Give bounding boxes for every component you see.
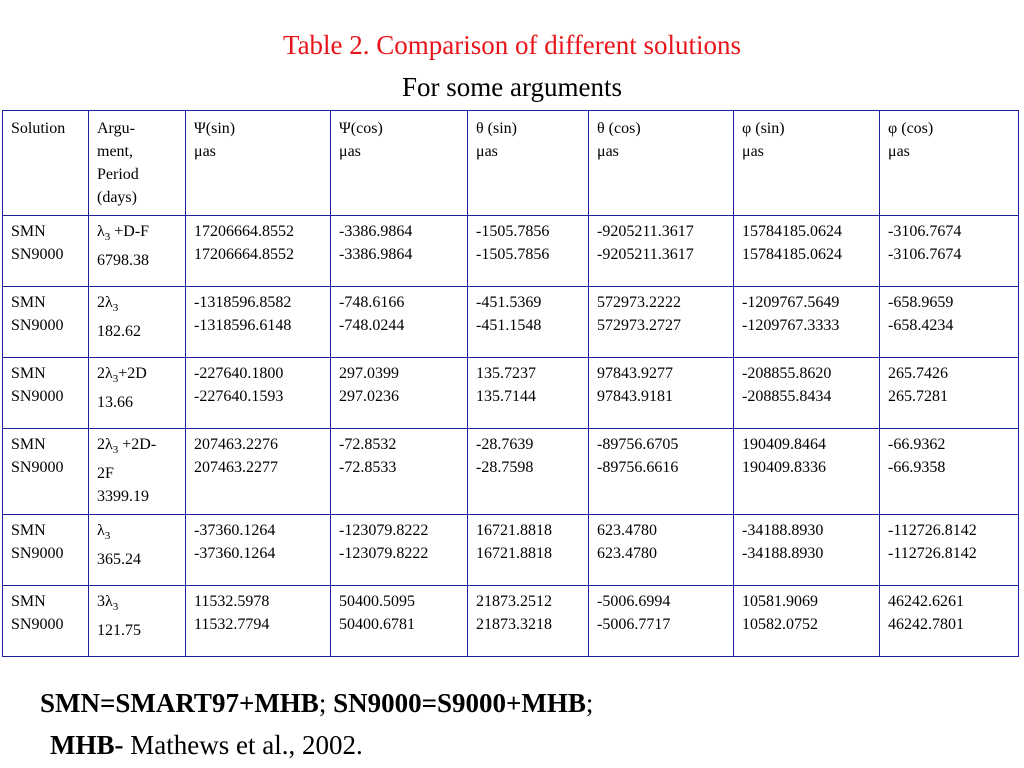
cell-value: 6798.38 xyxy=(97,252,149,270)
header-text: θ (cos) xyxy=(597,120,641,137)
header-text: μas xyxy=(888,143,910,160)
cell-value: -3386.9864 xyxy=(339,223,413,240)
footnote-separator: ; xyxy=(318,688,334,718)
table-subtitle: For some arguments xyxy=(402,72,622,102)
table-row xyxy=(3,429,1019,515)
cell-value: -1505.7856 xyxy=(476,246,550,263)
cell-value: 207463.2277 xyxy=(194,459,278,476)
cell-value: 135.7237 xyxy=(476,365,536,382)
psi-sin-cell xyxy=(186,515,331,586)
footnote-definitions xyxy=(40,686,593,720)
header-theta-cos xyxy=(589,111,734,216)
cell-value: -748.0244 xyxy=(339,317,405,334)
cell-value: 16721.8818 xyxy=(476,522,552,540)
cell-value: SMN xyxy=(11,436,46,453)
theta-sin-cell xyxy=(468,358,589,429)
cell-value: -72.8533 xyxy=(339,459,397,476)
theta-cos-cell xyxy=(589,216,734,287)
cell-value: SMN xyxy=(11,593,46,611)
header-text: μas xyxy=(476,143,498,160)
cell-value: 11532.7794 xyxy=(194,616,270,634)
cell-value: SN9000 xyxy=(11,246,64,263)
footnote-smn: SMN=SMART97+MHB xyxy=(40,688,319,718)
cell-value: 182.62 xyxy=(97,323,141,341)
cell-value: 2F xyxy=(97,465,114,483)
psi-cos-cell xyxy=(331,586,468,657)
cell-value: SN9000 xyxy=(11,317,64,334)
argument-cell xyxy=(89,429,186,515)
psi-cos-cell xyxy=(331,358,468,429)
cell-value: -3106.7674 xyxy=(888,246,962,263)
cell-value: 265.7426 xyxy=(888,365,948,382)
theta-cos-cell xyxy=(589,358,734,429)
psi-sin-cell xyxy=(186,358,331,429)
cell-value: SMN xyxy=(11,522,46,540)
cell-value: 572973.2727 xyxy=(597,317,681,334)
cell-value: 10582.0752 xyxy=(742,616,818,634)
phi-cos-cell xyxy=(880,515,1019,586)
cell-value: -5006.7717 xyxy=(597,616,671,634)
cell-value: -112726.8142 xyxy=(888,545,977,563)
table-row xyxy=(3,515,1019,586)
header-text: Argu- xyxy=(97,120,135,137)
solution-cell xyxy=(3,515,89,586)
psi-cos-cell xyxy=(331,429,468,515)
cell-value: SN9000 xyxy=(11,616,64,634)
theta-sin-cell xyxy=(468,429,589,515)
solution-cell xyxy=(3,429,89,515)
header-phi-cos xyxy=(880,111,1019,216)
phi-sin-cell xyxy=(734,515,880,586)
cell-value: -227640.1800 xyxy=(194,365,284,382)
cell-value: 97843.9277 xyxy=(597,365,673,382)
cell-value: 21873.2512 xyxy=(476,593,552,611)
header-text: φ (sin) xyxy=(742,120,785,137)
theta-sin-cell xyxy=(468,287,589,358)
psi-cos-cell xyxy=(331,515,468,586)
cell-value: 46242.6261 xyxy=(888,593,964,611)
cell-value: 10581.9069 xyxy=(742,593,818,611)
cell-value: $2\lambda_3+2D$ xyxy=(97,365,147,386)
header-text: μas xyxy=(339,143,361,160)
header-psi-sin xyxy=(186,111,331,216)
cell-value: 135.7144 xyxy=(476,388,536,405)
cell-value: -227640.1593 xyxy=(194,388,284,405)
solution-cell xyxy=(3,216,89,287)
phi-cos-cell xyxy=(880,216,1019,287)
cell-value: -5006.6994 xyxy=(597,593,671,611)
table-row xyxy=(3,586,1019,657)
cell-value: $3\lambda_3$ xyxy=(97,593,119,614)
header-text: ment, xyxy=(97,143,133,160)
cell-value: -658.4234 xyxy=(888,317,954,334)
cell-value: -89756.6616 xyxy=(597,459,679,476)
cell-value: -208855.8434 xyxy=(742,388,832,405)
header-text: μas xyxy=(597,143,619,160)
phi-sin-cell xyxy=(734,216,880,287)
cell-value: -72.8532 xyxy=(339,436,397,453)
cell-value: -451.5369 xyxy=(476,294,542,311)
theta-cos-cell xyxy=(589,429,734,515)
cell-value: -123079.8222 xyxy=(339,522,429,540)
theta-cos-cell xyxy=(589,287,734,358)
cell-value: $2\lambda_3$ xyxy=(97,294,119,315)
phi-sin-cell xyxy=(734,287,880,358)
cell-value: -451.1548 xyxy=(476,317,542,334)
cell-value: 17206664.8552 xyxy=(194,246,294,263)
header-text: Period xyxy=(97,166,139,183)
cell-value: -3106.7674 xyxy=(888,223,962,240)
cell-value: -89756.6705 xyxy=(597,436,679,453)
header-text: φ (cos) xyxy=(888,120,934,137)
cell-value: 15784185.0624 xyxy=(742,223,842,240)
psi-sin-cell xyxy=(186,287,331,358)
footnote-sn9000: SN9000=S9000+MHB xyxy=(333,688,586,718)
cell-value: SMN xyxy=(11,365,46,382)
cell-value: 21873.3218 xyxy=(476,616,552,634)
cell-value: -66.9358 xyxy=(888,459,946,476)
cell-value: -37360.1264 xyxy=(194,522,276,540)
cell-value: -34188.8930 xyxy=(742,522,824,540)
cell-value: 265.7281 xyxy=(888,388,948,405)
cell-value: -1209767.5649 xyxy=(742,294,840,311)
table-caption: Table 2. Comparison of different solutions xyxy=(282,30,742,60)
cell-value: -748.6166 xyxy=(339,294,405,311)
header-text: (days) xyxy=(97,189,137,206)
cell-value: $2\lambda_3 +2D-$ xyxy=(97,436,157,457)
cell-value: -34188.8930 xyxy=(742,545,824,563)
argument-cell xyxy=(89,358,186,429)
footnote-separator-end: ; xyxy=(585,688,594,718)
header-text: Ψ(sin) xyxy=(194,120,236,137)
cell-value: SN9000 xyxy=(11,545,64,563)
psi-sin-cell xyxy=(186,586,331,657)
phi-cos-cell xyxy=(880,586,1019,657)
header-text: θ (sin) xyxy=(476,120,517,137)
cell-value: 97843.9181 xyxy=(597,388,673,405)
theta-sin-cell xyxy=(468,216,589,287)
cell-value: -208855.8620 xyxy=(742,365,832,382)
cell-value: 11532.5978 xyxy=(194,593,270,611)
cell-value: 50400.5095 xyxy=(339,593,415,611)
psi-sin-cell xyxy=(186,216,331,287)
cell-value: -66.9362 xyxy=(888,436,946,453)
cell-value: 623.4780 xyxy=(597,545,657,563)
table-row xyxy=(3,358,1019,429)
cell-value: -112726.8142 xyxy=(888,522,977,540)
cell-value: 13.66 xyxy=(97,394,133,412)
theta-sin-cell xyxy=(468,515,589,586)
cell-value: 190409.8464 xyxy=(742,436,826,453)
cell-value: SN9000 xyxy=(11,459,64,476)
argument-cell xyxy=(89,287,186,358)
cell-value: $\lambda_3$ xyxy=(97,522,111,543)
theta-sin-cell xyxy=(468,586,589,657)
solution-cell xyxy=(3,287,89,358)
header-psi-cos xyxy=(331,111,468,216)
header-theta-sin xyxy=(468,111,589,216)
cell-value: -28.7639 xyxy=(476,436,534,453)
argument-cell xyxy=(89,515,186,586)
cell-value: 297.0399 xyxy=(339,365,399,382)
cell-value: 297.0236 xyxy=(339,388,399,405)
cell-value: -1209767.3333 xyxy=(742,317,840,334)
table-row xyxy=(3,287,1019,358)
solution-cell xyxy=(3,586,89,657)
psi-sin-cell xyxy=(186,429,331,515)
cell-value: $\lambda_3 +D-F$ xyxy=(97,223,150,244)
cell-value: 17206664.8552 xyxy=(194,223,294,240)
header-phi-sin xyxy=(734,111,880,216)
argument-cell xyxy=(89,216,186,287)
cell-value: -658.9659 xyxy=(888,294,954,311)
cell-value: -123079.8222 xyxy=(339,545,429,563)
footnote-mhb-citation: Mathews et al., 2002. xyxy=(123,730,363,760)
cell-value: 15784185.0624 xyxy=(742,246,842,263)
phi-cos-cell xyxy=(880,429,1019,515)
header-solution xyxy=(3,111,89,216)
header-text: Ψ(cos) xyxy=(339,120,383,137)
theta-cos-cell xyxy=(589,586,734,657)
cell-value: 207463.2276 xyxy=(194,436,278,453)
cell-value: 190409.8336 xyxy=(742,459,826,476)
phi-sin-cell xyxy=(734,358,880,429)
cell-value: 3399.19 xyxy=(97,488,149,506)
phi-sin-cell xyxy=(734,586,880,657)
phi-cos-cell xyxy=(880,287,1019,358)
header-argument-period xyxy=(89,111,186,216)
phi-cos-cell xyxy=(880,358,1019,429)
table-header-row xyxy=(3,111,1019,216)
cell-value: 16721.8818 xyxy=(476,545,552,563)
cell-value: 46242.7801 xyxy=(888,616,964,634)
cell-value: -9205211.3617 xyxy=(597,223,694,240)
theta-cos-cell xyxy=(589,515,734,586)
psi-cos-cell xyxy=(331,287,468,358)
header-text: Solution xyxy=(11,120,66,137)
cell-value: -3386.9864 xyxy=(339,246,413,263)
header-text: μas xyxy=(742,143,764,160)
cell-value: SMN xyxy=(11,223,46,240)
cell-value: 365.24 xyxy=(97,551,141,569)
footnote-reference xyxy=(50,728,363,762)
cell-value: SMN xyxy=(11,294,46,311)
solution-cell xyxy=(3,358,89,429)
psi-cos-cell xyxy=(331,216,468,287)
cell-value: SN9000 xyxy=(11,388,64,405)
argument-cell xyxy=(89,586,186,657)
table-row xyxy=(3,216,1019,287)
cell-value: 623.4780 xyxy=(597,522,657,540)
cell-value: -37360.1264 xyxy=(194,545,276,563)
phi-sin-cell xyxy=(734,429,880,515)
cell-value: 50400.6781 xyxy=(339,616,415,634)
header-text: μas xyxy=(194,143,216,160)
comparison-table xyxy=(2,110,1019,657)
footnote-mhb-label: MHB- xyxy=(50,730,124,760)
cell-value: 572973.2222 xyxy=(597,294,681,311)
cell-value: -28.7598 xyxy=(476,459,534,476)
cell-value: -1505.7856 xyxy=(476,223,550,240)
cell-value: -9205211.3617 xyxy=(597,246,694,263)
cell-value: 121.75 xyxy=(97,622,141,640)
cell-value: -1318596.6148 xyxy=(194,317,292,334)
cell-value: -1318596.8582 xyxy=(194,294,292,311)
